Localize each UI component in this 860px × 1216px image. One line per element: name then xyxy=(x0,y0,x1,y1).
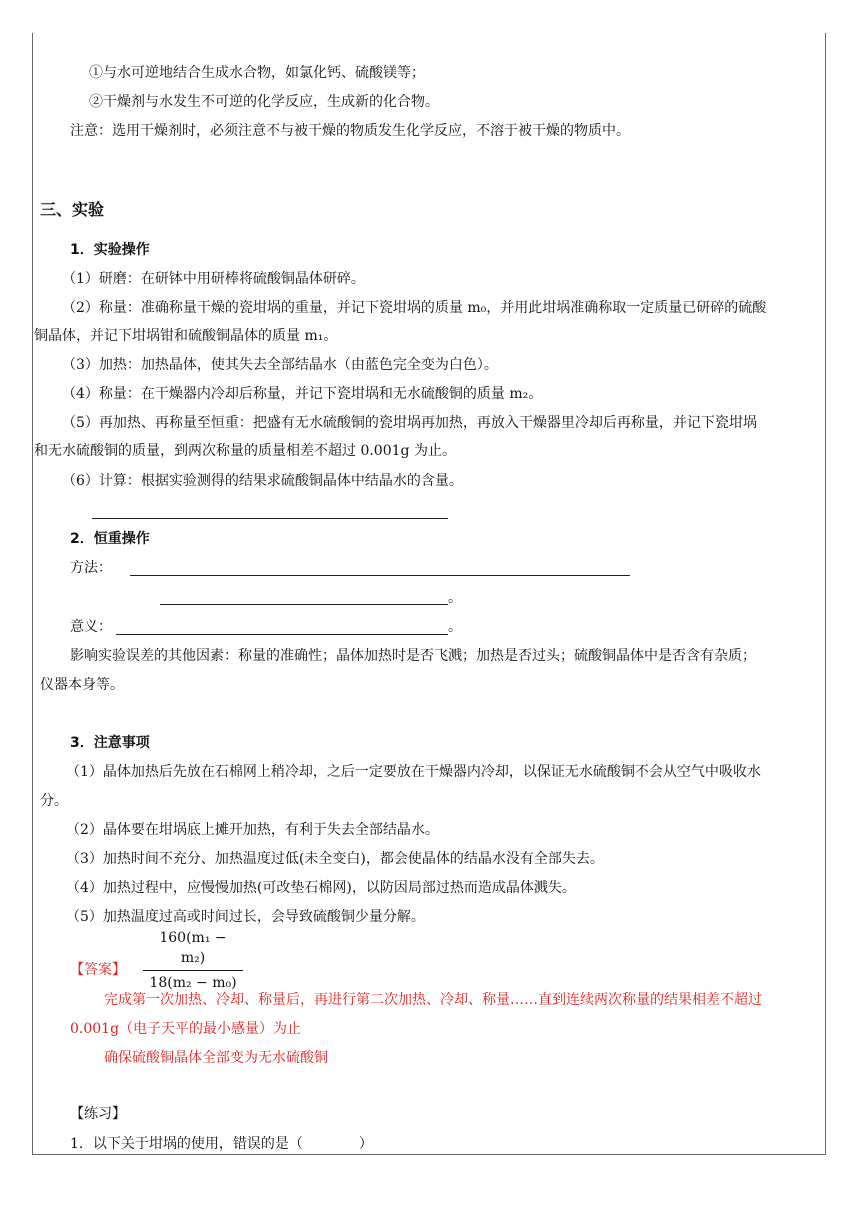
desiccant-item-2: ②干燥剂与水发生不可逆的化学反应，生成新的化合物。 xyxy=(89,94,439,110)
step-4: （4）称量：在干燥器内冷却后称量，并记下瓷坩埚和无水硫酸铜的质量 m₂。 xyxy=(62,386,543,402)
note-1-line-1: （1）晶体加热后先放在石棉网上稍冷却，之后一定要放在干燥器内冷却，以保证无水硫酸铜不会从空气中吸收水 xyxy=(66,764,761,780)
step-2-line-1: （2）称量：准确称量干燥的瓷坩埚的重量，并记下瓷坩埚的质量 m₀，并用此坩埚准确称取一定质量已研碎的硫酸 xyxy=(62,300,767,316)
other-factors-line-1: 影响实验误差的其他因素：称量的准确性；晶体加热时是否飞溅；加热是否过头；硫酸铜晶体中是否含有杂质； xyxy=(70,648,756,664)
note-1-line-2: 分。 xyxy=(40,793,68,809)
step-5-line-1: （5）再加热、再称量至恒重：把盛有无水硫酸铜的瓷坩埚再加热，再放入干燥器里冷却后再称量，并记下瓷坩埚 xyxy=(62,415,757,431)
step-5-line-2: 和无水硫酸铜的质量，到两次称量的质量相差不超过 0.001g 为止。 xyxy=(34,443,456,459)
answer-formula xyxy=(143,928,243,993)
meaning-period: 。 xyxy=(448,619,462,635)
answer-line-1: 完成第一次加热、冷却、称量后，再进行第二次加热、冷却、称量……直到连续两次称量的结果相差不超过 xyxy=(104,992,762,1008)
desiccant-item-1: ①与水可逆地结合生成水合物，如氯化钙、硫酸镁等； xyxy=(89,65,425,81)
step-3: （3）加热：加热晶体，使其失去全部结晶水（由蓝色完全变为白色）。 xyxy=(62,357,498,373)
note-3: （3）加热时间不充分、加热温度过低(未全变白)，都会使晶体的结晶水没有全部失去。 xyxy=(66,851,604,867)
step-6: （6）计算：根据实验测得的结果求硫酸铜晶体中结晶水的含量。 xyxy=(62,473,463,489)
practice-question-1: 1．以下关于坩埚的使用，错误的是（ ） xyxy=(70,1136,373,1152)
step-1: （1）研磨：在研钵中用研棒将硫酸铜晶体研碎。 xyxy=(62,271,365,287)
blank-line-method-1 xyxy=(130,575,630,576)
note-4: （4）加热过程中，应慢慢加热(可改垫石棉网)，以防因局部过热而造成晶体溅失。 xyxy=(66,880,576,896)
step-2-line-2: 铜晶体，并记下坩埚钳和硫酸铜晶体的质量 m₁。 xyxy=(34,328,338,344)
desiccant-note: 注意：选用干燥剂时，必须注意不与被干燥的物质发生化学反应，不溶于被干燥的物质中。 xyxy=(70,123,630,139)
notes-title: 3．注意事项 xyxy=(70,735,150,751)
ops-title: 1．实验操作 xyxy=(70,242,150,258)
meaning-label: 意义： xyxy=(70,619,112,635)
blank-line-meaning xyxy=(116,634,448,635)
note-5: （5）加热温度过高或时间过长，会导致硫酸铜少量分解。 xyxy=(66,909,425,925)
formula-numerator: 160(m₁ − m₂) xyxy=(143,928,243,971)
blank-line-method-2 xyxy=(160,604,448,605)
note-2: （2）晶体要在坩埚底上摊开加热，有利于失去全部结晶水。 xyxy=(66,822,439,838)
answer-line-2: 0.001g（电子天平的最小感量）为止 xyxy=(70,1021,302,1037)
blank-line-calc xyxy=(92,518,448,519)
constant-weight-title: 2．恒重操作 xyxy=(70,531,150,547)
method-period: 。 xyxy=(448,590,462,606)
formula-denominator: 18(m₂ − m₀) xyxy=(149,975,237,991)
method-label: 方法： xyxy=(70,560,112,576)
section-heading: 三、实验 xyxy=(40,200,105,219)
practice-label: 【练习】 xyxy=(70,1106,126,1122)
answer-label: 【答案】 xyxy=(70,962,126,978)
answer-line-3: 确保硫酸铜晶体全部变为无水硫酸铜 xyxy=(104,1050,328,1066)
other-factors-line-2: 仪器本身等。 xyxy=(40,677,124,693)
